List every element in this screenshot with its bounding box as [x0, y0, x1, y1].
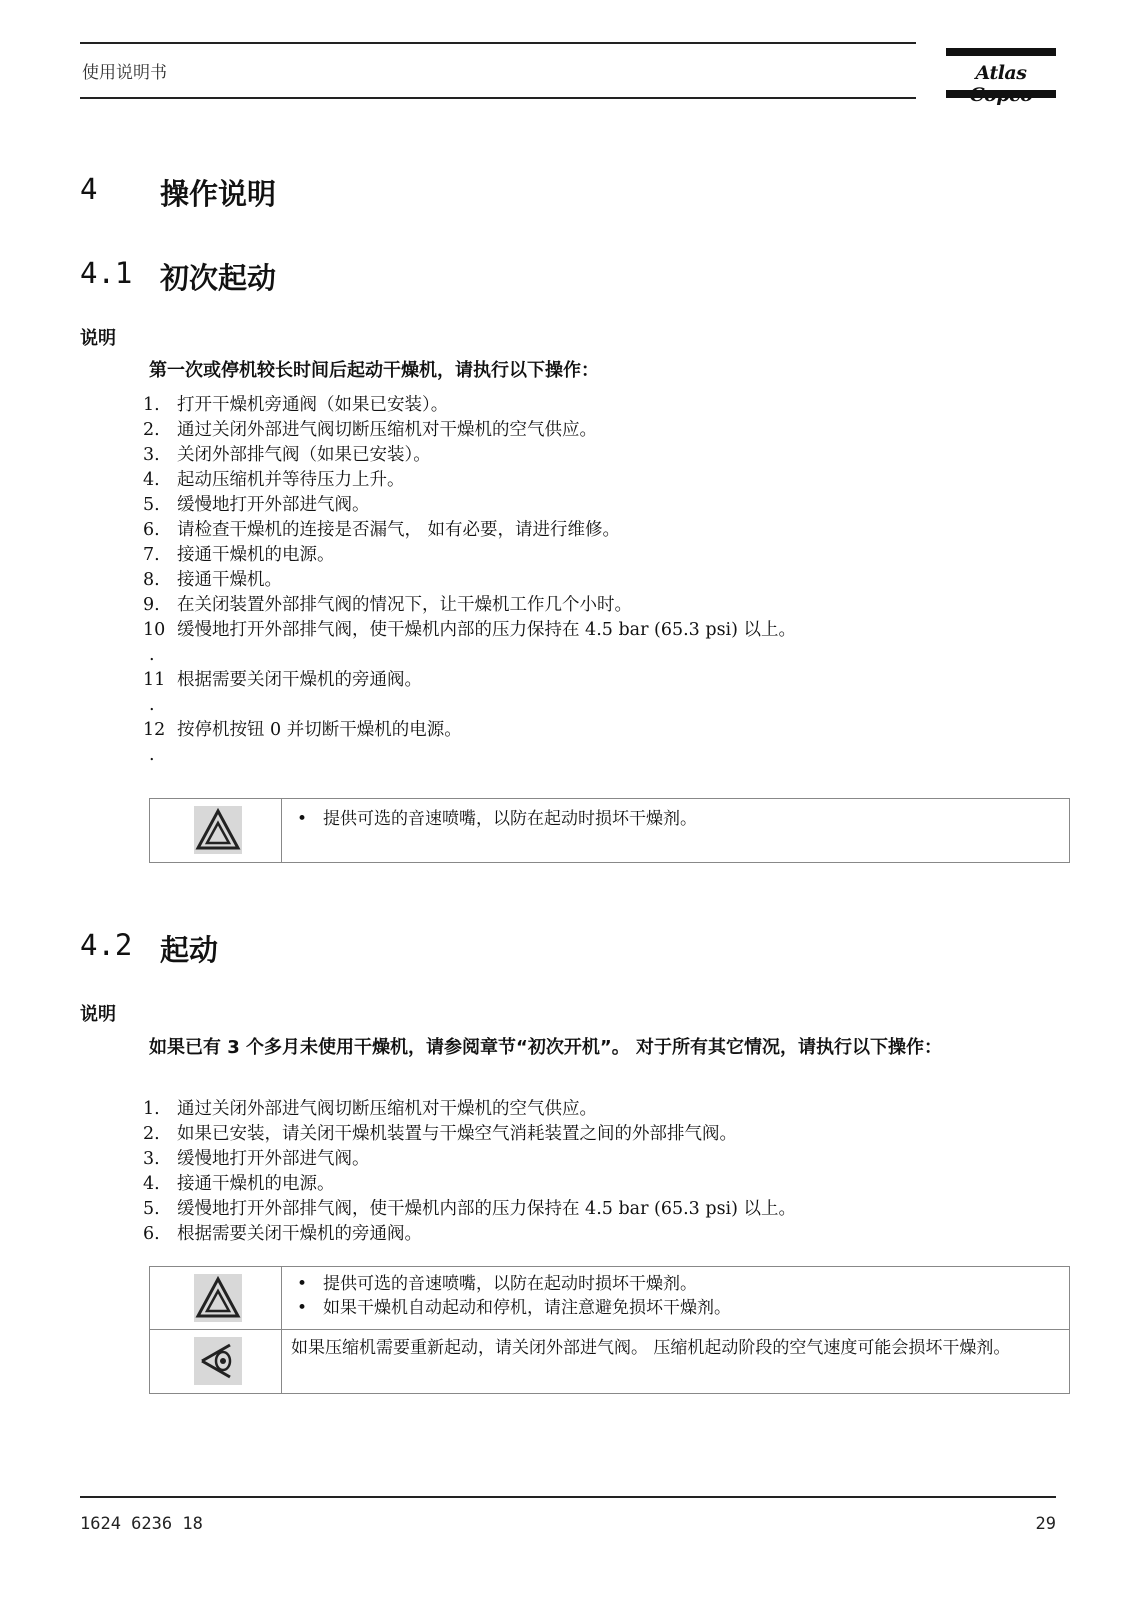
- list-item: 1. 打开干燥机旁通阀（如果已安装）。: [143, 395, 449, 415]
- list-item: 1. 通过关闭外部进气阀切断压缩机对干燥机的空气供应。: [143, 1099, 597, 1119]
- list-item: 10 . 缓慢地打开外部排气阀，使干燥机内部的压力保持在 4.5 bar (65.3 psi) 以上。: [143, 620, 797, 665]
- section-4-2-notes: [149, 1266, 1070, 1394]
- section-title: 操作说明: [160, 177, 277, 211]
- section-number: 4.2: [80, 928, 133, 962]
- section-number: 4: [80, 172, 98, 206]
- section-4-1-heading: [80, 256, 680, 296]
- list-item: 4. 起动压缩机并等待压力上升。: [143, 470, 405, 490]
- eye-icon: [194, 1337, 242, 1385]
- list-item: 9. 在关闭装置外部排气阀的情况下，让干燥机工作几个小时。: [143, 595, 632, 615]
- list-item: 4. 接通干燥机的电源。: [143, 1174, 335, 1194]
- list-item: 2. 通过关闭外部进气阀切断压缩机对干燥机的空气供应。: [143, 420, 597, 440]
- section-number: 4.1: [80, 256, 133, 290]
- list-item: 5. 缓慢地打开外部排气阀，使干燥机内部的压力保持在 4.5 bar (65.3 psi) 以上。: [143, 1199, 797, 1219]
- section-4-2-steps: [143, 1097, 1093, 1247]
- note-bullet: • 如果干燥机自动起动和停机，请注意避免损坏干燥剂。: [291, 1296, 1063, 1320]
- note-row-info: [150, 1329, 1069, 1393]
- section-4-1-note: [149, 798, 1070, 863]
- section-4-heading: [80, 172, 680, 212]
- atlas-copco-logo: [946, 48, 1056, 102]
- page-number: 29: [1035, 1514, 1056, 1534]
- section-title: 起动: [160, 933, 219, 967]
- section-title: 初次起动: [160, 261, 277, 295]
- section-4-2-heading: [80, 928, 680, 968]
- list-item: 2. 如果已安装，请关闭干燥机装置与干燥空气消耗装置之间的外部排气阀。: [143, 1124, 737, 1144]
- document-number: 1624 6236 18: [80, 1514, 203, 1534]
- list-item: 6. 请检查干燥机的连接是否漏气， 如有必要，请进行维修。: [143, 520, 621, 540]
- note-text: 如果压缩机需要重新起动，请关闭外部进气阀。 压缩机起动阶段的空气速度可能会损坏干燥剂。: [291, 1338, 1011, 1358]
- section-4-2-intro: 如果已有 3 个多月未使用干燥机，请参阅章节“初次开机”。 对于所有其它情况，请执行以下操作：: [149, 1037, 942, 1058]
- section-4-1-steps: [143, 393, 1093, 768]
- footer-rule: [80, 1496, 1056, 1498]
- list-item: 8. 接通干燥机。: [143, 570, 282, 590]
- list-item: 12 . 按停机按钮 0 并切断干燥机的电源。: [143, 720, 462, 765]
- list-item: 7. 接通干燥机的电源。: [143, 545, 335, 565]
- list-item: 3. 关闭外部排气阀（如果已安装）。: [143, 445, 431, 465]
- section-4-2-label: 说明: [80, 1004, 116, 1025]
- list-item: 11 . 根据需要关闭干燥机的旁通阀。: [143, 670, 422, 715]
- header-rule-bottom: [80, 97, 916, 99]
- warning-triangle-icon: [194, 1274, 242, 1322]
- header-rule-top: [80, 42, 916, 44]
- list-item: 6. 根据需要关闭干燥机的旁通阀。: [143, 1224, 422, 1244]
- list-item: 5. 缓慢地打开外部进气阀。: [143, 495, 370, 515]
- logo-wordmark: Atlas: [975, 62, 1027, 84]
- note-row: [150, 799, 1069, 862]
- section-4-1-label: 说明: [80, 328, 116, 349]
- list-item: 3. 缓慢地打开外部进气阀。: [143, 1149, 370, 1169]
- header-title: 使用说明书: [82, 63, 167, 83]
- note-bullet: • 提供可选的音速喷嘴，以防在起动时损坏干燥剂。: [291, 1272, 1063, 1296]
- section-4-1-intro: 第一次或停机较长时间后起动干燥机，请执行以下操作：: [149, 360, 599, 381]
- note-row-warning: [150, 1267, 1069, 1329]
- note-bullet: • 提供可选的音速喷嘴，以防在起动时损坏干燥剂。: [291, 807, 1063, 831]
- warning-triangle-icon: [194, 806, 242, 854]
